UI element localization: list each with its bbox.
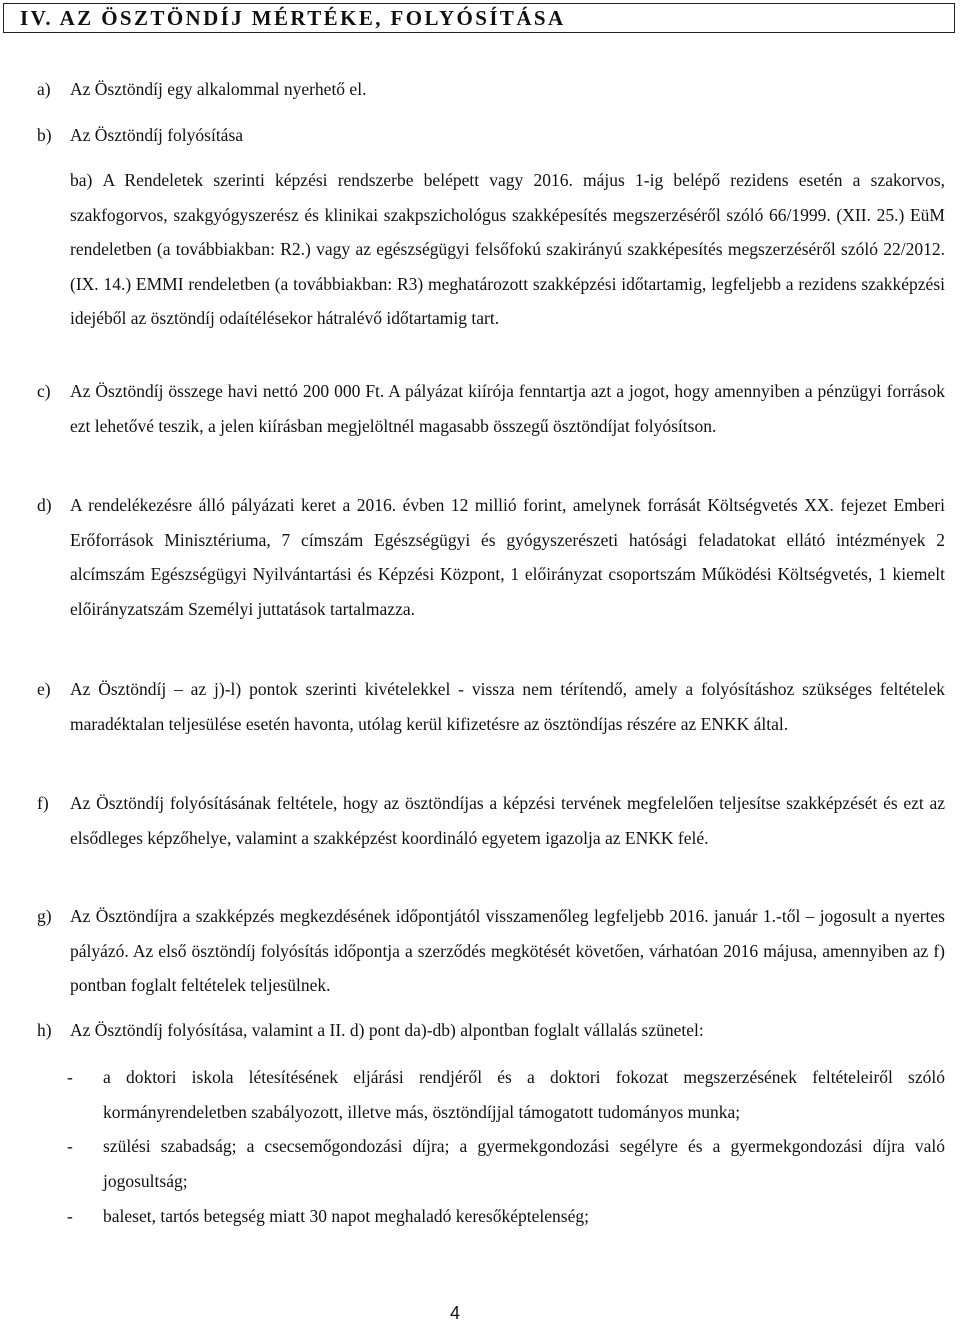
item-text: Az Ösztöndíj egy alkalommal nyerhető el.	[70, 79, 367, 99]
item-marker: b)	[37, 125, 52, 145]
bullet-marker: -	[67, 1206, 73, 1226]
item-marker: g)	[37, 906, 52, 926]
item-marker: h)	[37, 1020, 52, 1040]
item-marker: f)	[37, 793, 49, 813]
item-marker: ba)	[70, 170, 93, 190]
item-text: Az Ösztöndíj összege havi nettó 200 000 Ft. A pályázat kiírója fenntartja azt a jogot, hogy amennyiben a pénzügyi források ezt lehetővé teszik, a jelen kiírásban megjelöltnél magasabb összegű ösztöndíjat folyósítson.	[70, 381, 945, 436]
bullet-text: szülési szabadság; a csecsemőgondozási díjra; a gyermekgondozási segélyre és a gyermekgondozási díjra való jogosultság;	[103, 1136, 945, 1191]
bullet-item	[67, 1129, 945, 1198]
item-text: Az Ösztöndíj folyósítása, valamint a II. d) pont da)-db) alpontban foglalt vállalás szünetel:	[70, 1020, 704, 1040]
bullet-marker: -	[67, 1136, 73, 1156]
item-text	[70, 163, 945, 336]
bullet-item	[67, 1060, 945, 1129]
item-ba	[70, 163, 945, 336]
item-marker: a)	[37, 79, 51, 99]
item-marker: e)	[37, 679, 51, 699]
item-body: A Rendeletek szerinti képzési rendszerbe belépett vagy 2016. május 1-ig belépő rezidens esetén a szakorvos, szakfogorvos, szakgyógyszerész és klinikai szakpszichológus szakképesítés megszerzéséről szóló 66/1999. (XII. 25.) EüM rendeletben (a továbbiakban: R2.) vagy az egészségügyi felsőfokú szakirányú szakképesítés megszerzéséről szóló 22/2012. (IX. 14.) EMMI rendeletben (a továbbiakban: R3) meghatározott szakképzési időtartamig, legfeljebb a rezidens szakképzési idejéből az ösztöndíj odaítélésekor hátralévő időtartamig tart.	[70, 170, 946, 328]
page-number: 4	[450, 1303, 461, 1323]
bullet-text: baleset, tartós betegség miatt 30 napot meghaladó keresőképtelenség;	[103, 1206, 589, 1226]
item-text: Az Ösztöndíj – az j)-l) pontok szerinti kivételekkel - vissza nem térítendő, amely a folyósításhoz szükséges feltételek maradéktalan teljesülése esetén havonta, utólag kerül kifizetésre az ösztöndíjas részére az ENKK által.	[70, 679, 945, 734]
item-text: Az Ösztöndíj folyósítása	[70, 125, 244, 145]
item-text: Az Ösztöndíjra a szakképzés megkezdésének időpontjától visszamenőleg legfeljebb 2016. január 1.-től – jogosult a nyertes pályázó. Az első ösztöndíj folyósítás időpontja a szerződés megkötését követően, várhatóan 2016 májusa, amennyiben az f) pontban foglalt feltételek teljesülnek.	[70, 906, 945, 995]
item-h	[37, 1013, 945, 1048]
item-a	[37, 72, 945, 107]
section-heading-box	[3, 3, 955, 33]
item-f	[37, 786, 945, 855]
item-marker: d)	[37, 495, 52, 515]
item-text: A rendelékezésre álló pályázati keret a 2016. évben 12 millió forint, amelynek forrását Költségvetés XX. fejezet Emberi Erőforrások Minisztériuma, 7 címszám Egészségügyi és gyógyszerészeti hatósági feladatokat ellátó intézmények 2 alcímszám Egészségügyi Nyilvántartási és Képzési Központ, 1 előirányzat csoportszám Működési Költségvetés, 1 kiemelt előirányzatszám Személyi juttatások tartalmazza.	[70, 495, 945, 619]
bullet-item	[67, 1199, 945, 1234]
item-marker: c)	[37, 381, 51, 401]
item-c	[37, 374, 945, 443]
bullet-marker: -	[67, 1067, 73, 1087]
item-text: Az Ösztöndíj folyósításának feltétele, hogy az ösztöndíjas a képzési tervének megfelelően teljesítse szakképzését és ezt az elsődleges képzőhelye, valamint a szakképzést koordináló egyetem igazolja az ENKK felé.	[70, 793, 945, 848]
item-g	[37, 899, 945, 1003]
item-e	[37, 672, 945, 741]
bullet-text: a doktori iskola létesítésének eljárási rendjéről és a doktori fokozat megszerzésének feltételeiről szóló kormányrendeletben szabályozott, illetve más, ösztöndíjjal támogatott tudományos munka;	[103, 1067, 945, 1122]
section-heading: IV. AZ ÖSZTÖNDÍJ MÉRTÉKE, FOLYÓSÍTÁSA	[20, 6, 566, 30]
item-b	[37, 118, 945, 153]
item-d	[37, 488, 945, 626]
